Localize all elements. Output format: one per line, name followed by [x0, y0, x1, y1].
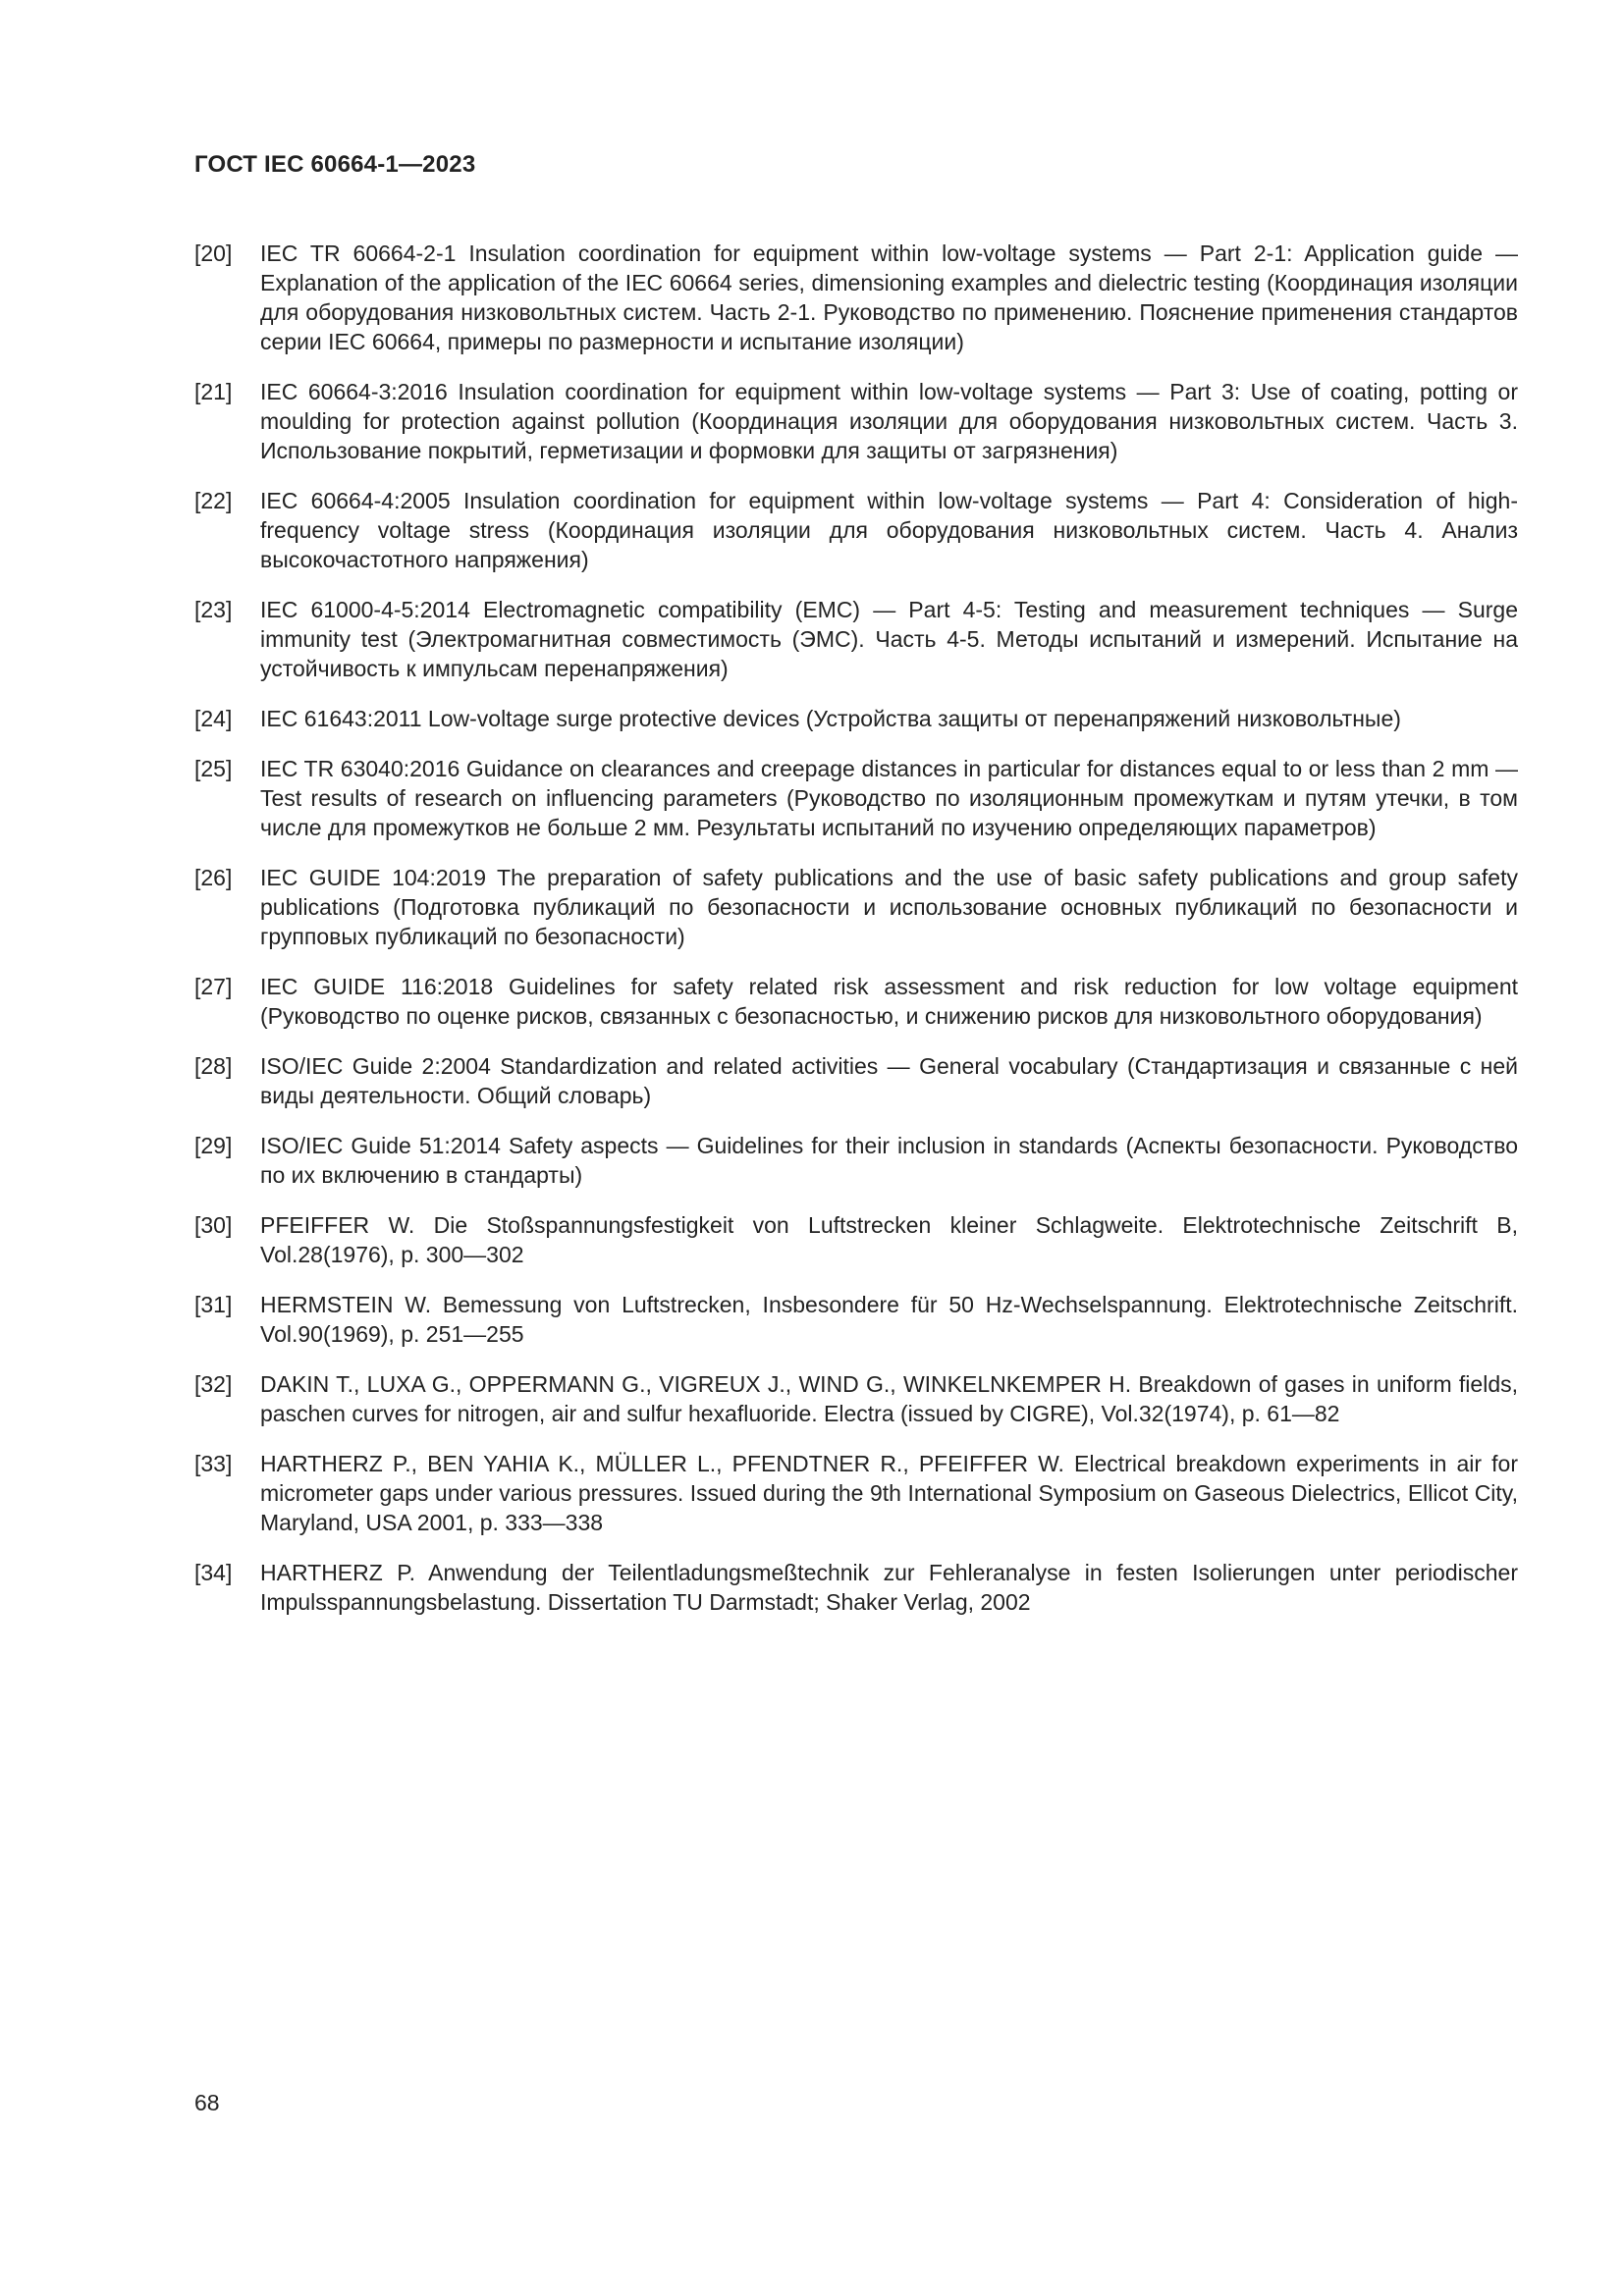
reference-text: DAKIN T., LUXA G., OPPERMANN G., VIGREUX J., WIND G., WINKELNKEMPER H. Breakdown of gases in uniform fields, paschen curves for nitrogen, air and sulfur hexafluoride. Electra (issued by CIGRE), Vol.32(1974), p. 61—82 [260, 1371, 1518, 1426]
reference-text: HARTHERZ P. Anwendung der Teilentladungsmeßtechnik zur Fehleranalyse in festen Isolierungen unter periodischer Impulsspannungsbelastung. Dissertation TU Darmstadt; Shaker Verlag, 2002 [260, 1560, 1518, 1615]
reference-item [194, 486, 1518, 574]
reference-item [194, 239, 1518, 356]
reference-item [194, 1369, 1518, 1428]
reference-item [194, 1449, 1518, 1537]
reference-number: [34] [194, 1560, 233, 1585]
reference-text: IEC 61000-4-5:2014 Electromagnetic compatibility (EMC) — Part 4-5: Testing and measurement techniques — Surge immunity test (Электромагнитная совместимость (ЭМС). Часть 4-5. Методы испытаний и измерений. Испытание на устойчивость к импульсам перенапряжения) [260, 597, 1518, 681]
reference-text: ISO/IEC Guide 2:2004 Standardization and related activities — General vocabulary (Стандартизация и связанные с ней виды деятельности. Общий словарь) [260, 1053, 1518, 1108]
reference-number: [22] [194, 488, 233, 513]
reference-text: IEC TR 60664-2-1 Insulation coordination for equipment within low-voltage systems — Part 2-1: Application guide — Explanation of the application of the IEC 60664 series, dimensioning examples and dielectric testing (Координация изоляции для оборудования низковольтных систем. Часть 2-1. Руководство по применению. Пояснение приmенения стандартов серии IEC 60664, примеры по размерности и испытание изоляции) [260, 240, 1518, 354]
document-header: ГОСТ IEC 60664-1—2023 [194, 151, 476, 178]
bibliography-list [194, 239, 1518, 1637]
reference-item [194, 377, 1518, 465]
reference-number: [25] [194, 756, 233, 781]
reference-item [194, 972, 1518, 1031]
reference-item [194, 1290, 1518, 1349]
reference-text: IEC 60664-3:2016 Insulation coordination for equipment within low-voltage systems — Part 3: Use of coating, potting or moulding for protection against pollution (Координация изоляции для оборудования низковольтных систем. Часть 3. Использование покрытий, герметизации и формовки для защиты от загрязнения) [260, 379, 1518, 463]
reference-number: [23] [194, 597, 233, 622]
reference-number: [29] [194, 1133, 233, 1158]
reference-text: IEC GUIDE 116:2018 Guidelines for safety related risk assessment and risk reduction for low voltage equipment (Руководство по оценке рисков, связанных с безопасностью, и снижению рисков для низковольтного оборудования) [260, 974, 1518, 1029]
reference-text: HARTHERZ P., BEN YAHIA K., MÜLLER L., PFENDTNER R., PFEIFFER W. Electrical breakdown experiments in air for micrometer gaps under various pressures. Issued during the 9th International Symposium on Gaseous Dielectrics, Ellicot City, Maryland, USA 2001, p. 333—338 [260, 1451, 1518, 1535]
reference-item [194, 595, 1518, 683]
reference-number: [26] [194, 865, 233, 890]
reference-item [194, 1131, 1518, 1190]
reference-text: IEC GUIDE 104:2019 The preparation of safety publications and the use of basic safety publications and group safety publications (Подготовка публикаций по безопасности и использование основных публикаций по безопасности и групповых публикаций по безопасности) [260, 865, 1518, 949]
reference-number: [31] [194, 1292, 233, 1317]
reference-item [194, 704, 1518, 733]
reference-item [194, 1210, 1518, 1269]
reference-text: IEC 60664-4:2005 Insulation coordination for equipment within low-voltage systems — Part 4: Consideration of high-frequency voltage stress (Координация изоляции для оборудования низковольтных систем. Часть 4. Анализ высокочастотного напряжения) [260, 488, 1518, 572]
reference-number: [24] [194, 706, 233, 731]
reference-text: PFEIFFER W. Die Stoßspannungsfestigkeit von Luftstrecken kleiner Schlagweite. Elektrotechnische Zeitschrift B, Vol.28(1976), p. 300—302 [260, 1212, 1518, 1267]
reference-number: [33] [194, 1451, 233, 1476]
reference-item [194, 1051, 1518, 1110]
reference-number: [32] [194, 1371, 233, 1397]
reference-item [194, 863, 1518, 951]
reference-text: IEC TR 63040:2016 Guidance on clearances and creepage distances in particular for distances equal to or less than 2 mm — Test results of research on influencing parameters (Руководство по изоляционным промежуткам и путям утечки, в том числе для промежутков не больше 2 мм. Результаты испытаний по изучению определяющих параметров) [260, 756, 1518, 840]
reference-number: [30] [194, 1212, 233, 1238]
page-number: 68 [194, 2090, 220, 2115]
reference-item [194, 1558, 1518, 1617]
reference-item [194, 754, 1518, 842]
reference-number: [20] [194, 240, 233, 266]
reference-number: [28] [194, 1053, 233, 1079]
reference-text: ISO/IEC Guide 51:2014 Safety aspects — Guidelines for their inclusion in standards (Аспекты безопасности. Руководство по их включению в стандарты) [260, 1133, 1518, 1188]
reference-text: IEC 61643:2011 Low-voltage surge protective devices (Устройства защиты от перенапряжений низковольтные) [260, 706, 1401, 731]
reference-number: [27] [194, 974, 233, 999]
reference-number: [21] [194, 379, 233, 404]
reference-text: HERMSTEIN W. Bemessung von Luftstrecken, Insbesondere für 50 Hz-Wechselspannung. Elektrotechnische Zeitschrift. Vol.90(1969), p. 251—255 [260, 1292, 1518, 1347]
